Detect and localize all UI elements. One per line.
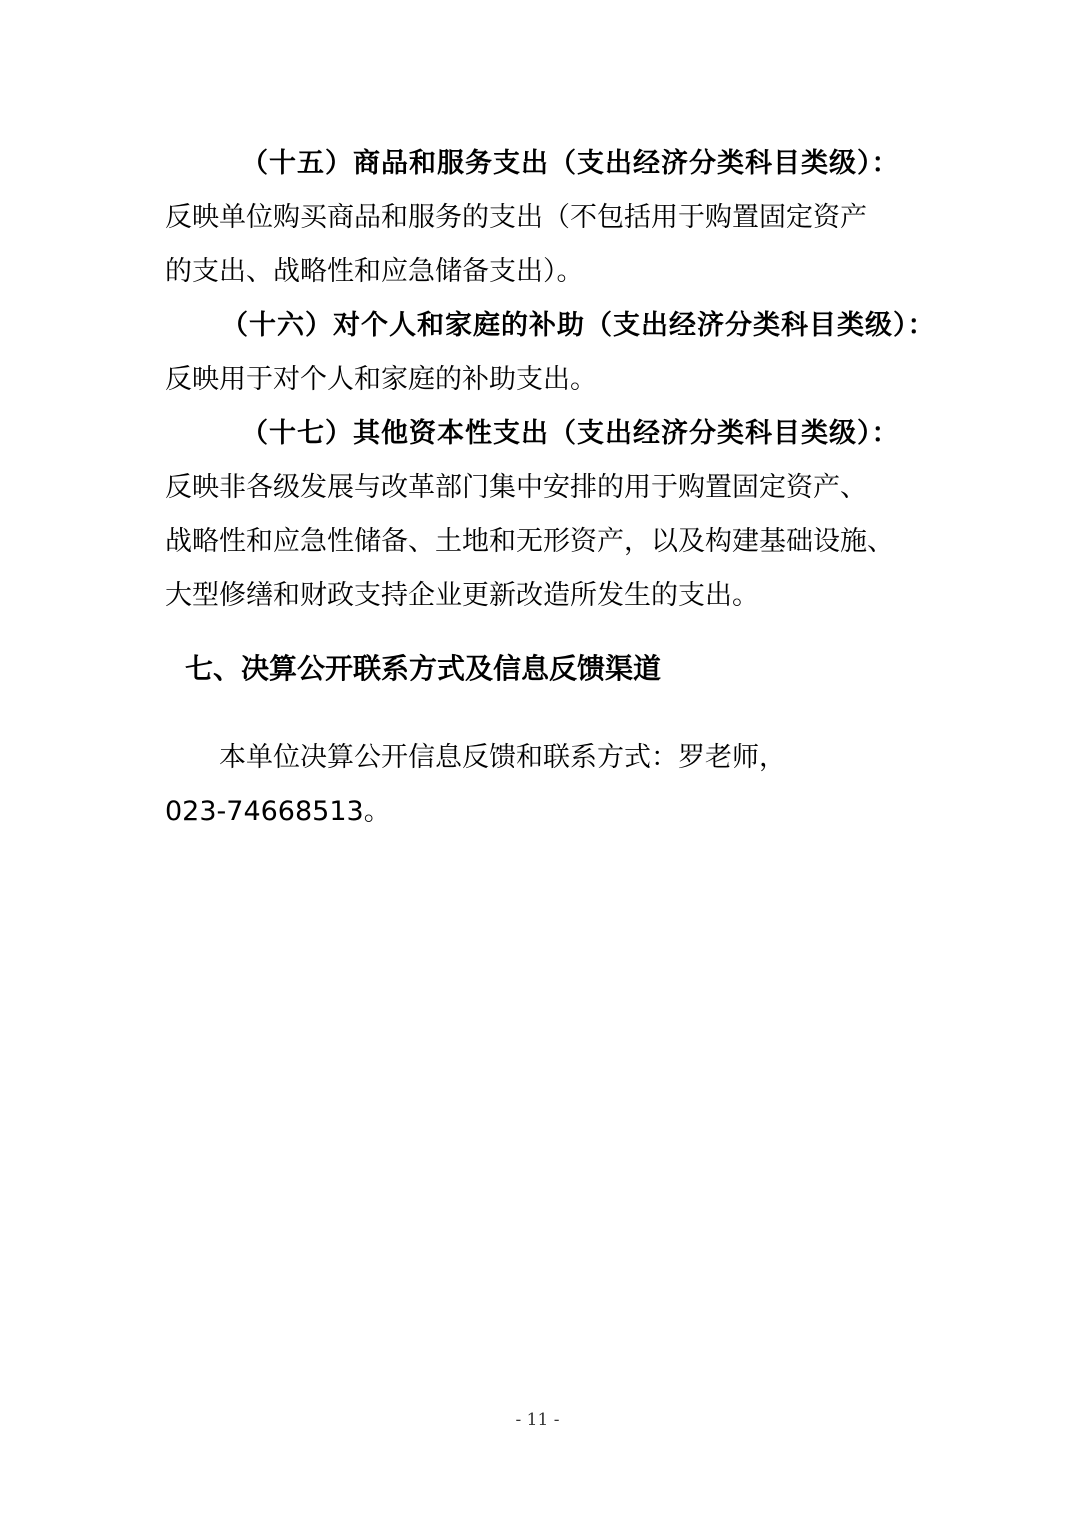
item-15-line-1: 反映单位购买商品和服务的支出（不包括用于购置固定资产: [165, 202, 867, 233]
section-item-17: [165, 407, 925, 623]
section-item-15: [165, 137, 925, 299]
contact-line-1: 本单位决算公开信息反馈和联系方式：罗老师，: [219, 742, 786, 773]
contact-line-2: 023-74668513。: [165, 796, 391, 827]
item-17-line-1: 反映非各级发展与改革部门集中安排的用于购置固定资产、: [165, 472, 867, 503]
item-15-line-2: 的支出、战略性和应急储备支出）。: [165, 256, 584, 287]
item-16-lead: （十六）对个人和家庭的补助（支出经济分类科目类级）：: [221, 310, 936, 341]
item-16-line-1: 反映用于对个人和家庭的补助支出。: [165, 364, 597, 395]
page-number: - 11 -: [515, 1410, 560, 1430]
item-17-line-3: 大型修缮和财政支持企业更新改造所发生的支出。: [165, 580, 759, 611]
contact-paragraph: [165, 731, 925, 839]
item-17-lead: （十七）其他资本性支出（支出经济分类科目类级）：: [241, 418, 900, 449]
section-item-16: [165, 299, 936, 407]
item-17-line-2: 战略性和应急性储备、土地和无形资产，以及构建基础设施、: [165, 526, 894, 557]
item-15-lead: （十五）商品和服务支出（支出经济分类科目类级）：: [241, 148, 900, 179]
section-heading-7: 七、决算公开联系方式及信息反馈渠道: [185, 652, 662, 685]
